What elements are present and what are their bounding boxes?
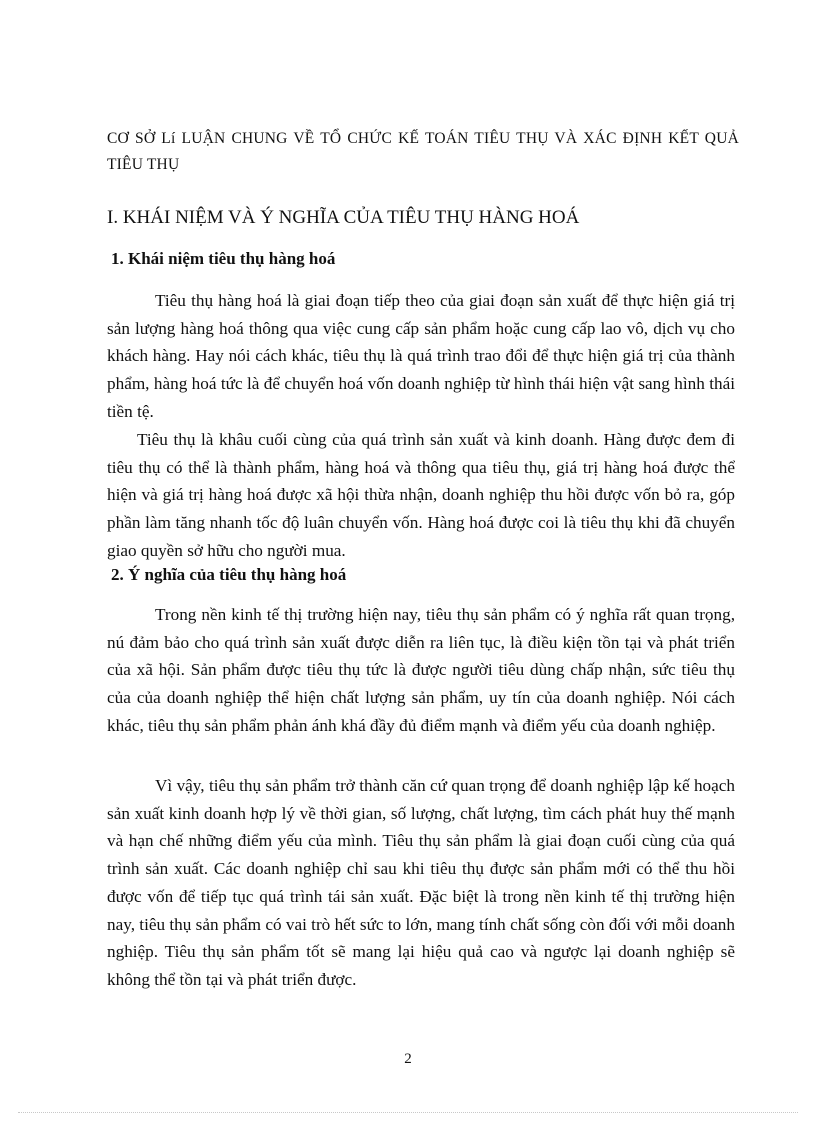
paragraph-meaning-1: Trong nền kinh tế thị trường hiện nay, tiêu thụ sản phẩm có ý nghĩa rất quan trọng, nú đảm bảo cho quá trình sản xuất được diễn ra liên tục, là điều kiện tồn tại và phát triển của xã hội. Sản phẩm được tiêu thụ tức là được người tiêu dùng chấp nhận, sức tiêu thụ của của doanh nghiệp thể hiện chất lượng sản phẩm, uy tín của doanh nghiệp. Nói cách khác, tiêu thụ sản phẩm phản ánh khá đầy đủ điểm mạnh và điểm yếu của doanh nghiệp. [107,605,735,735]
paragraph-concept-2: Tiêu thụ là khâu cuối cùng của quá trình sản xuất và kinh doanh. Hàng được đem đi tiêu thụ có thể là thành phẩm, hàng hoá và thông qua tiêu thụ, giá trị hàng hoá được thể hiện và giá trị hàng hoá được xã hội thừa nhận, doanh nghiệp thu hồi được vốn bỏ ra, góp phần làm tăng nhanh tốc độ luân chuyển vốn. Hàng hoá được coi là tiêu thụ khi đã chuyển giao quyền sở hữu cho người mua. [107,430,735,560]
page-number: 2 [404,1051,412,1067]
paragraph-meaning-2: Vì vậy, tiêu thụ sản phẩm trở thành căn cứ quan trọng để doanh nghiệp lập kế hoạch sản xuất kinh doanh hợp lý về thời gian, số lượng, chất lượng, tìm cách phát huy thế mạnh và hạn chế những điểm yếu của mình. Tiêu thụ sản phẩm là giai đoạn cuối cùng của quá trình sản xuất. Các doanh nghiệp chỉ sau khi tiêu thụ được sản phẩm mới có thể thu hồi được vốn để tiếp tục quá trình tái sản xuất. Đặc biệt là trong nền kinh tế thị trường hiện nay, tiêu thụ sản phẩm có vai trò hết sức to lớn, mang tính chất sống còn đối với mỗi doanh nghiệp. Tiêu thụ sản phẩm tốt sẽ mang lại hiệu quả cao và ngược lại doanh nghiệp sẽ không thể tồn tại và phát triển được. [107,776,735,989]
section-heading: I. KHÁI NIỆM VÀ Ý NGHĨA CỦA TIÊU THỤ HÀNG HOÁ [107,207,580,228]
subsection-heading-2: 2. Ý nghĩa của tiêu thụ hàng hoá [111,565,347,584]
paragraph-concept-1: Tiêu thụ hàng hoá là giai đoạn tiếp theo của giai đoạn sản xuất để thực hiện giá trị sản lượng hàng hoá thông qua việc cung cấp sản phẩm hoặc cung cấp lao vô, dịch vụ cho khách hàng. Hay nói cách khác, tiêu thụ là quá trình trao đổi để thực hiện giá trị của thành phẩm, hàng hoá tức là để chuyển hoá vốn doanh nghiệp từ hình thái hiện vật sang hình thái tiền tệ. [107,291,735,421]
page-bottom-divider [18,1112,798,1113]
subsection-heading-1: 1. Khái niệm tiêu thụ hàng hoá [111,249,336,268]
chapter-title: CƠ SỞ Lí LUẬN CHUNG VỀ TỔ CHỨC KẾ TOÁN TIÊU THỤ VÀ XÁC ĐỊNH KẾT QUẢ TIÊU THỤ [107,130,739,173]
